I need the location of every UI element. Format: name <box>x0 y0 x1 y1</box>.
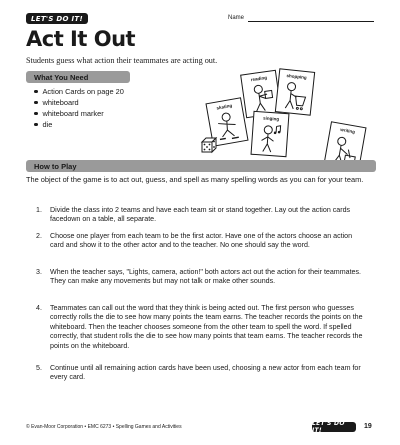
step-number: 1. <box>36 206 42 214</box>
step-text: Continue until all remaining action cards have been used, choosing a new actor from each team for every card. <box>50 364 361 382</box>
bullet-icon <box>34 101 38 105</box>
step-text: Choose one player from each team to be the first actor. Have one of the actors choose an action card and show it to the other actor and to the teacher. No one should say the word. <box>50 232 353 250</box>
shopping-figure-icon <box>279 80 310 113</box>
list-item <box>36 232 366 251</box>
action-card-reading: reading <box>240 70 282 119</box>
step-text: Teammates can call out the word that they think is being acted out. The first person who guesses correctly rolls the die to see how many points the team earns. The teacher records the points on the whiteboard. Then the teacher chooses someone from the other team to spell the word. If spelled correctly, that student rolls the die to see how many points that team earns. The teacher records the points on the whiteboard. <box>50 304 363 350</box>
footer-badge: LET'S DO IT! <box>312 422 356 432</box>
list-item: die <box>34 119 124 130</box>
step-text: When the teacher says, "Lights, camera, action!" both actors act out the action for their teammates. They can make any movements but may not talk or make other sounds. <box>50 268 362 286</box>
step-number: 5. <box>36 364 42 372</box>
singing-figure-icon <box>255 122 285 154</box>
action-card-singing: singing <box>251 111 290 157</box>
name-label: Name <box>228 15 245 21</box>
list-item: whiteboard <box>34 97 124 108</box>
how-to-play-heading: How to Play <box>26 160 376 172</box>
bullet-icon <box>34 123 38 127</box>
list-item <box>36 268 366 287</box>
name-line <box>248 21 374 22</box>
intro-paragraph: The object of the game is to act out, guess, and spell as many spelling words as you can for your team. <box>26 175 364 184</box>
page-subtitle: Students guess what action their teammates are acting out. <box>26 56 218 65</box>
list-item: whiteboard marker <box>34 108 124 119</box>
page-number: 19 <box>364 423 372 430</box>
step-number: 4. <box>36 304 42 312</box>
action-card-skating: skating <box>205 97 248 147</box>
action-card-writing: writing <box>323 121 366 171</box>
what-you-need-heading: What You Need <box>26 71 130 83</box>
list-item <box>36 304 366 351</box>
die-icon <box>200 137 218 154</box>
bullet-icon <box>34 112 38 116</box>
step-number: 2. <box>36 232 42 240</box>
action-card-shopping: shopping <box>275 68 315 116</box>
page-title: Act It Out <box>26 27 136 51</box>
needs-list <box>34 86 124 130</box>
step-number: 3. <box>36 268 42 276</box>
reading-figure-icon <box>246 81 278 115</box>
list-item <box>36 364 366 383</box>
list-item <box>36 206 366 225</box>
step-text: Divide the class into 2 teams and have each team sit or stand together. Lay out the action cards facedown on a table, all separate. <box>50 206 351 224</box>
bullet-icon <box>34 90 38 94</box>
list-item: Action Cards on page 20 <box>34 86 124 97</box>
footer-credit: © Evan-Moor Corporation • EMC 6273 • Spelling Games and Activities <box>26 424 182 430</box>
section-badge: LET'S DO IT! <box>26 13 88 24</box>
